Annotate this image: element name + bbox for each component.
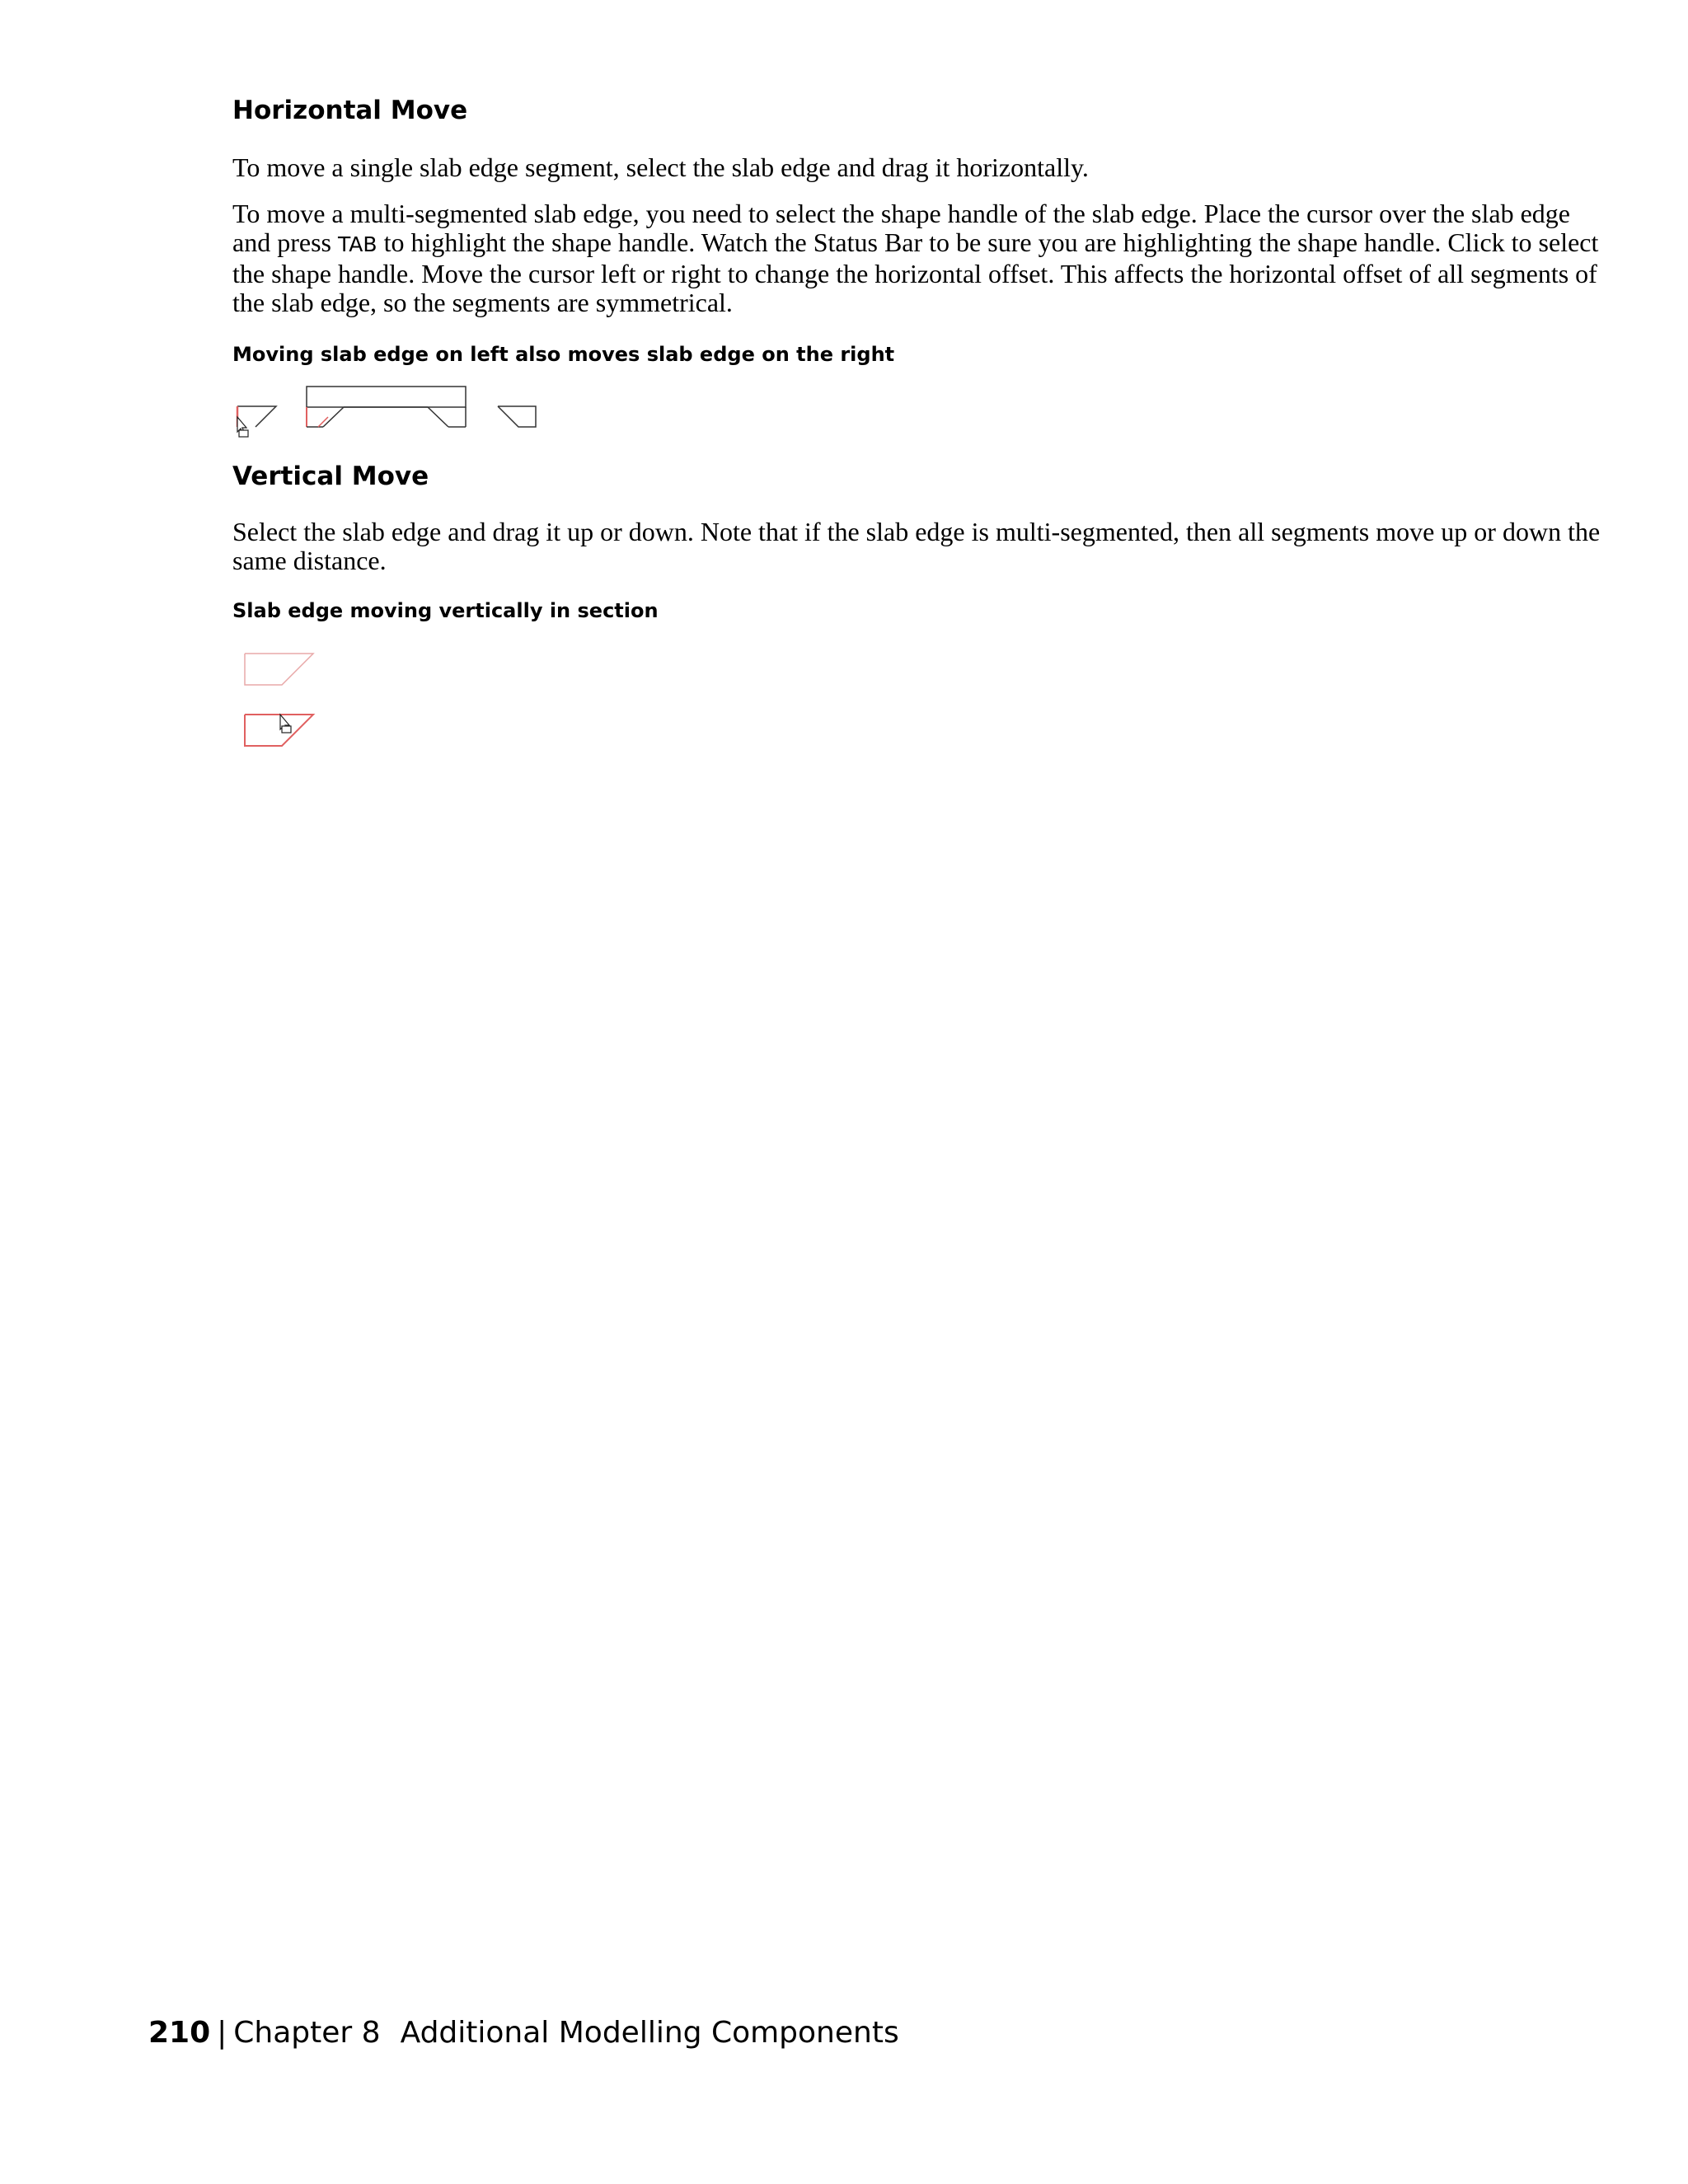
footer-separator: | (217, 2016, 227, 2050)
page-content (232, 92, 1601, 752)
tab-key-label: TAB (337, 232, 377, 256)
heading-vertical-move: Vertical Move (232, 461, 429, 491)
paragraph-vertical-move: Select the slab edge and drag it up or down. Note that if the slab edge is multi-segmented, then all segments move up or down the same distance. (232, 516, 1601, 575)
page-number: 210 (148, 2016, 211, 2050)
footer-chapter-title: Additional Modelling Components (400, 2016, 899, 2050)
figure-horizontal-move (232, 384, 562, 442)
heading-horizontal-move: Horizontal Move (232, 96, 468, 125)
center-slab-shape (307, 387, 466, 427)
figure-caption-vertical: Slab edge moving vertically in section (232, 598, 659, 622)
slab-edge-original-position (245, 654, 313, 685)
footer-chapter: Chapter 8 (233, 2016, 381, 2050)
figure-caption-horizontal: Moving slab edge on left also moves slab edge on the right (232, 342, 895, 366)
cursor-move-icon (280, 715, 291, 733)
paragraph-single-segment: To move a single slab edge segment, select the slab edge and drag it horizontally. (232, 152, 1089, 182)
paragraph-multi-segment-part1: To move a multi-segmented slab edge, you need to select the shape handle of the slab edge. Place the cursor over the slab edge and press (232, 198, 1570, 257)
right-slab-edge-shape (498, 406, 536, 427)
cursor-move-icon (237, 417, 248, 437)
paragraph-multi-segment (232, 199, 1601, 318)
slab-edge-moved-position (245, 715, 313, 746)
page-footer (148, 2013, 899, 2054)
figure-vertical-move (232, 645, 331, 752)
paragraph-multi-segment-part2: to highlight the shape handle. Watch the Status Bar to be sure you are highlighting the shape handle. Click to select the shape handle. Move the cursor left or right to change the horizontal offset. This affects the horizontal offset of all segments of the slab edge, so the segments are symmetrical. (232, 227, 1599, 317)
